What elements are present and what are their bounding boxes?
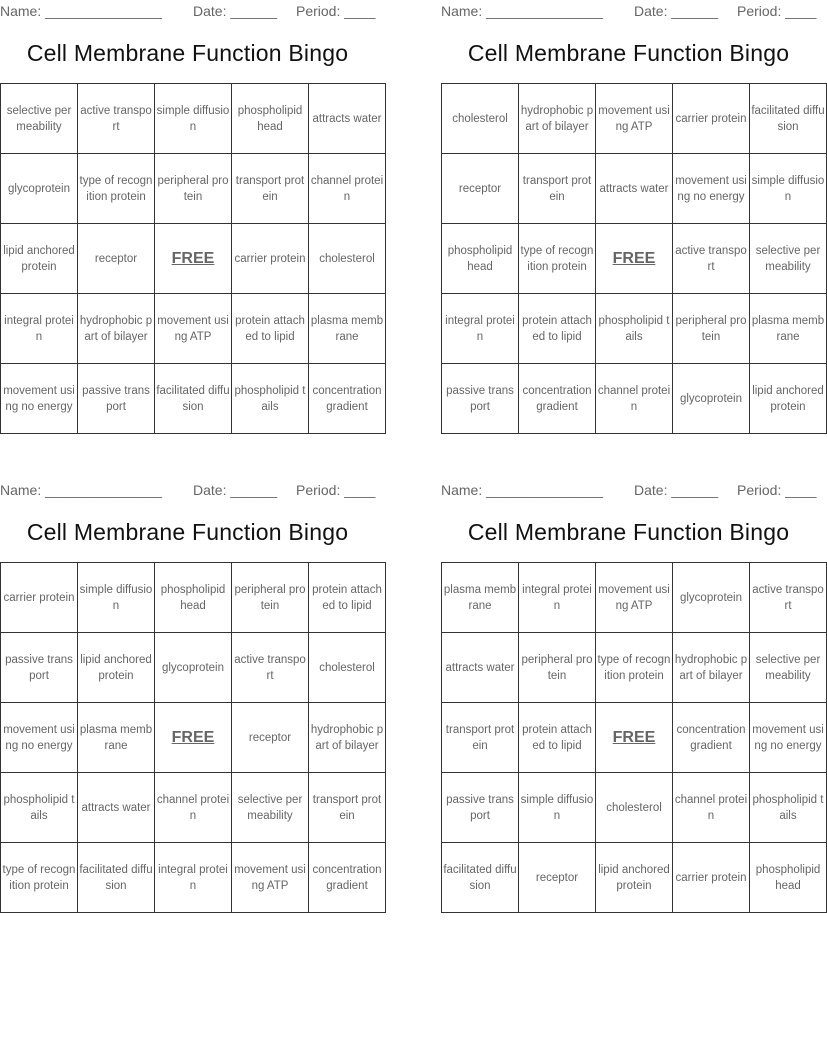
bingo-cell: active transport (673, 224, 750, 294)
bingo-grid (0, 562, 386, 913)
bingo-cell: phospholipid head (232, 84, 309, 154)
bingo-cell: movement using ATP (596, 563, 673, 633)
bingo-row (1, 224, 386, 294)
bingo-cell: lipid anchored protein (1, 224, 78, 294)
student-info-line (0, 479, 375, 501)
bingo-cell: simple diffusion (78, 563, 155, 633)
bingo-cell: phospholipid head (750, 843, 827, 913)
bingo-row (442, 224, 827, 294)
bingo-cell: movement using no energy (673, 154, 750, 224)
bingo-cell: integral protein (155, 843, 232, 913)
bingo-grid (441, 83, 827, 434)
bingo-cell: hydrophobic part of bilayer (673, 633, 750, 703)
bingo-cell: plasma membrane (309, 294, 386, 364)
bingo-cell: transport protein (442, 703, 519, 773)
bingo-cell: protein attached to lipid (232, 294, 309, 364)
bingo-cell: plasma membrane (442, 563, 519, 633)
bingo-cell: selective permeability (750, 224, 827, 294)
bingo-cell: attracts water (442, 633, 519, 703)
student-info-line (0, 0, 375, 22)
bingo-cell: selective permeability (1, 84, 78, 154)
bingo-row (442, 84, 827, 154)
bingo-cell: passive transport (442, 773, 519, 843)
bingo-cell: protein attached to lipid (519, 703, 596, 773)
bingo-card (441, 0, 825, 413)
free-space: FREE (155, 224, 232, 294)
bingo-card (0, 0, 384, 413)
bingo-cell: glycoprotein (155, 633, 232, 703)
bingo-cell: movement using ATP (155, 294, 232, 364)
student-info-line (441, 0, 816, 22)
bingo-cell: glycoprotein (673, 364, 750, 434)
period-field: Period: ____ (737, 3, 817, 19)
bingo-cell: phospholipid head (442, 224, 519, 294)
bingo-cell: channel protein (155, 773, 232, 843)
bingo-grid (0, 83, 386, 434)
card-title: Cell Membrane Function Bingo (467, 519, 790, 545)
bingo-cell: movement using no energy (1, 703, 78, 773)
bingo-cell: passive transport (78, 364, 155, 434)
bingo-row (1, 563, 386, 633)
name-field: Name: _______________ (0, 3, 162, 19)
bingo-cell: channel protein (673, 773, 750, 843)
bingo-cell: integral protein (442, 294, 519, 364)
bingo-cell: selective permeability (232, 773, 309, 843)
bingo-cell: channel protein (309, 154, 386, 224)
bingo-cell: peripheral protein (155, 154, 232, 224)
name-field: Name: _______________ (0, 482, 162, 498)
bingo-cell: carrier protein (232, 224, 309, 294)
bingo-cell: peripheral protein (519, 633, 596, 703)
bingo-cell: hydrophobic part of bilayer (309, 703, 386, 773)
period-field: Period: ____ (737, 482, 817, 498)
bingo-cell: movement using ATP (232, 843, 309, 913)
bingo-cell: peripheral protein (673, 294, 750, 364)
bingo-cell: receptor (519, 843, 596, 913)
bingo-cell: type of recognition protein (78, 154, 155, 224)
bingo-row (442, 364, 827, 434)
bingo-cell: hydrophobic part of bilayer (519, 84, 596, 154)
bingo-cell: cholesterol (596, 773, 673, 843)
bingo-cell: peripheral protein (232, 563, 309, 633)
bingo-cell: receptor (78, 224, 155, 294)
bingo-cell: concentration gradient (309, 843, 386, 913)
bingo-cell: protein attached to lipid (519, 294, 596, 364)
bingo-cell: glycoprotein (1, 154, 78, 224)
name-field: Name: _______________ (441, 3, 603, 19)
date-field: Date: ______ (634, 482, 719, 498)
bingo-cell: integral protein (1, 294, 78, 364)
bingo-cell: hydrophobic part of bilayer (78, 294, 155, 364)
bingo-cell: active transport (232, 633, 309, 703)
bingo-cell: attracts water (596, 154, 673, 224)
bingo-grid (441, 562, 827, 913)
bingo-cell: transport protein (232, 154, 309, 224)
bingo-row (442, 633, 827, 703)
bingo-cell: cholesterol (309, 224, 386, 294)
bingo-row (442, 154, 827, 224)
bingo-cell: receptor (442, 154, 519, 224)
date-field: Date: ______ (193, 482, 278, 498)
bingo-cell: cholesterol (442, 84, 519, 154)
bingo-cell: carrier protein (673, 843, 750, 913)
card-title: Cell Membrane Function Bingo (26, 40, 349, 66)
bingo-cell: selective permeability (750, 633, 827, 703)
bingo-row (1, 843, 386, 913)
bingo-cell: carrier protein (1, 563, 78, 633)
bingo-cell: phospholipid tails (596, 294, 673, 364)
bingo-cell: phospholipid tails (750, 773, 827, 843)
card-title: Cell Membrane Function Bingo (26, 519, 349, 545)
bingo-cell: channel protein (596, 364, 673, 434)
bingo-cell: movement using ATP (596, 84, 673, 154)
bingo-cell: concentration gradient (309, 364, 386, 434)
bingo-row (442, 773, 827, 843)
bingo-cell: receptor (232, 703, 309, 773)
bingo-cell: phospholipid tails (232, 364, 309, 434)
free-space: FREE (596, 703, 673, 773)
bingo-cell: attracts water (309, 84, 386, 154)
bingo-row (442, 294, 827, 364)
bingo-cell: simple diffusion (750, 154, 827, 224)
date-field: Date: ______ (193, 3, 278, 19)
card-title: Cell Membrane Function Bingo (467, 40, 790, 66)
date-field: Date: ______ (634, 3, 719, 19)
period-field: Period: ____ (296, 482, 376, 498)
name-field: Name: _______________ (441, 482, 603, 498)
student-info-line (441, 479, 816, 501)
bingo-row (442, 843, 827, 913)
bingo-cell: facilitated diffusion (78, 843, 155, 913)
bingo-cell: cholesterol (309, 633, 386, 703)
bingo-row (442, 703, 827, 773)
bingo-cell: carrier protein (673, 84, 750, 154)
bingo-cell: simple diffusion (155, 84, 232, 154)
bingo-cell: facilitated diffusion (155, 364, 232, 434)
bingo-cell: movement using no energy (750, 703, 827, 773)
bingo-cell: facilitated diffusion (750, 84, 827, 154)
bingo-card (441, 479, 824, 892)
bingo-cell: simple diffusion (519, 773, 596, 843)
free-space: FREE (596, 224, 673, 294)
bingo-cell: glycoprotein (673, 563, 750, 633)
bingo-row (1, 364, 386, 434)
bingo-cell: passive transport (1, 633, 78, 703)
bingo-cell: passive transport (442, 364, 519, 434)
bingo-cell: facilitated diffusion (442, 843, 519, 913)
period-field: Period: ____ (296, 3, 376, 19)
bingo-row (1, 84, 386, 154)
free-space: FREE (155, 703, 232, 773)
bingo-cell: concentration gradient (519, 364, 596, 434)
bingo-row (1, 154, 386, 224)
bingo-cell: protein attached to lipid (309, 563, 386, 633)
bingo-cell: lipid anchored protein (78, 633, 155, 703)
bingo-row (1, 294, 386, 364)
bingo-row (1, 633, 386, 703)
bingo-row (442, 563, 827, 633)
bingo-cell: active transport (750, 563, 827, 633)
bingo-cell: transport protein (519, 154, 596, 224)
bingo-cell: type of recognition protein (596, 633, 673, 703)
bingo-cell: plasma membrane (750, 294, 827, 364)
bingo-cell: movement using no energy (1, 364, 78, 434)
bingo-cell: plasma membrane (78, 703, 155, 773)
bingo-cell: active transport (78, 84, 155, 154)
bingo-cell: integral protein (519, 563, 596, 633)
bingo-cell: concentration gradient (673, 703, 750, 773)
bingo-row (1, 773, 386, 843)
bingo-cell: transport protein (309, 773, 386, 843)
bingo-cell: phospholipid head (155, 563, 232, 633)
bingo-cell: type of recognition protein (1, 843, 78, 913)
bingo-cell: lipid anchored protein (596, 843, 673, 913)
bingo-cell: lipid anchored protein (750, 364, 827, 434)
bingo-cell: attracts water (78, 773, 155, 843)
bingo-row (1, 703, 386, 773)
bingo-cell: type of recognition protein (519, 224, 596, 294)
bingo-cell: phospholipid tails (1, 773, 78, 843)
bingo-card (0, 479, 384, 892)
